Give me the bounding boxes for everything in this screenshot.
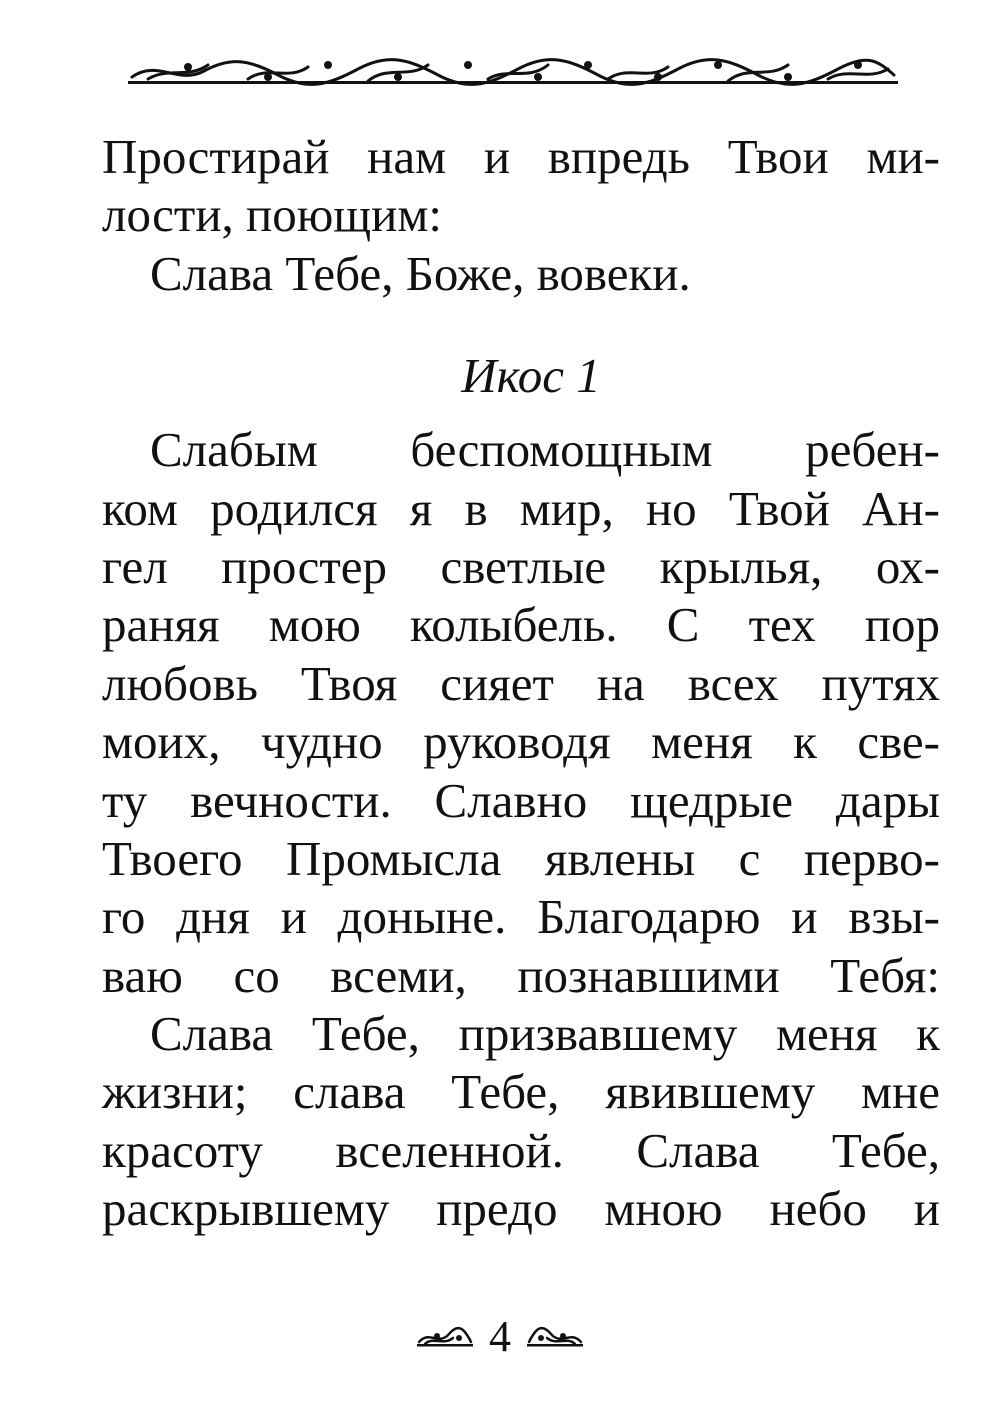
page-footer — [0, 1312, 1000, 1362]
text-line: Слава Тебе, призвавшему меня к — [150, 1006, 940, 1062]
text-line: раскрывшему предо мною небо и — [102, 1181, 940, 1237]
floral-ornament-band-icon — [128, 55, 898, 87]
text-line: ваю со всеми, познавшими Тебя: — [102, 947, 940, 1003]
spacer — [102, 303, 940, 331]
text-line: любовь Твоя сияет на всех путях — [102, 655, 940, 711]
text-line: ком родился я в мир, но Твой Ан- — [102, 480, 940, 536]
text-line: гел простер светлые крылья, ох- — [102, 538, 940, 594]
text-line: красоту вселенной. Слава Тебе, — [102, 1122, 940, 1178]
section-heading: Икос 1 — [461, 348, 601, 404]
text-line: ту вечности. Славно щедрые дары — [102, 772, 940, 828]
floral-flourish-right-icon — [525, 1326, 585, 1348]
text-line: раняя мою колыбель. С тех пор — [102, 597, 940, 653]
text-line: Твоего Промысла явлены с перво- — [102, 830, 940, 886]
floral-flourish-left-icon — [415, 1326, 475, 1348]
main-text — [102, 128, 940, 1239]
text-line: моих, чудно руководя меня к све- — [102, 714, 940, 770]
text-line: го дня и доныне. Благодарю и взы- — [102, 889, 940, 945]
text-line: лости, поющим: — [102, 187, 442, 243]
refrain-line: Слава Тебе, Боже, вовеки. — [150, 245, 691, 301]
text-line: жизни; слава Тебе, явившему мне — [102, 1064, 940, 1120]
page-number: 4 — [489, 1312, 511, 1361]
text-line: Простирай нам и впредь Твои ми- — [102, 129, 940, 184]
text-line: Слабым беспомощным ребен- — [150, 422, 940, 478]
